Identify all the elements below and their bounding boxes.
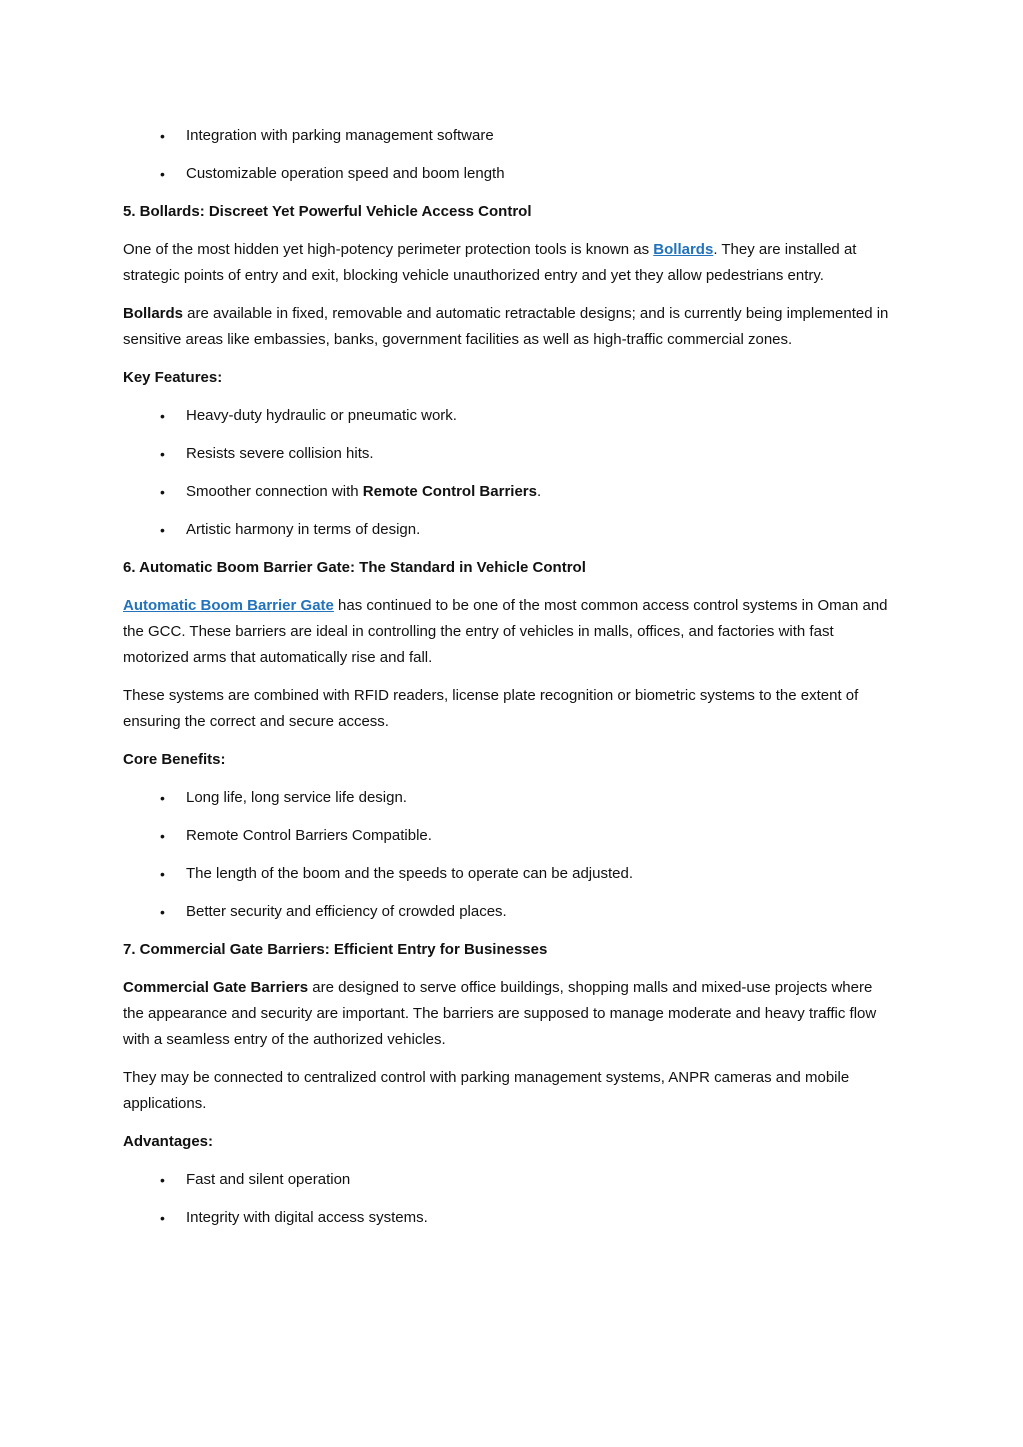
bullet-icon: • (160, 828, 165, 844)
list-item-text (186, 823, 895, 849)
bullet-icon: • (160, 484, 165, 500)
text-run: has continued to be one of the most common access control systems in Oman and the GCC. These barriers are ideal in controlling the entry of vehicles in malls, offices, and factories with fast motorized arms that automatically rise and fall. (123, 597, 888, 666)
bullet-icon: • (160, 866, 165, 882)
list-item (123, 161, 895, 187)
list-item (123, 479, 895, 505)
list-item-text (186, 861, 895, 887)
text-run: 7. Commercial Gate Barriers: Efficient Entry for Businesses (123, 941, 548, 958)
bollards-link[interactable]: Bollards (653, 241, 714, 258)
text-run: Remote Control Barriers (362, 483, 537, 500)
text-run: Resists severe collision hits. (186, 445, 374, 462)
text-run: They may be connected to centralized control with parking management systems, ANPR cameras and mobile applications. (123, 1069, 850, 1112)
paragraph (123, 975, 895, 1053)
list-item-text (186, 1167, 895, 1193)
list-item (123, 1167, 895, 1193)
list-item-text (186, 1205, 895, 1231)
text-run: Fast and silent operation (186, 1171, 351, 1188)
text-run: Key Features: (123, 369, 223, 386)
bullet-icon: • (160, 128, 165, 144)
text-run: Customizable operation speed and boom length (186, 165, 505, 182)
text-run: are designed to serve office buildings, shopping malls and mixed-use projects where the appearance and security are important. The barriers are supposed to manage moderate and heavy traffic flow with a seamless entry of the authorized vehicles. (123, 979, 877, 1048)
list-item (123, 823, 895, 849)
bullet-icon: • (160, 1210, 165, 1226)
text-run: These systems are combined with RFID readers, license plate recognition or biometric systems to the extent of ensuring the correct and secure access. (123, 687, 859, 730)
paragraph (123, 301, 895, 353)
list-item (123, 861, 895, 887)
list-item-text (186, 161, 895, 187)
text-run: Commercial Gate Barriers (123, 979, 309, 996)
bullet-icon: • (160, 522, 165, 538)
text-run: Smoother connection with (186, 483, 363, 500)
list-item-text (186, 899, 895, 925)
section-heading (123, 937, 895, 963)
paragraph (123, 593, 895, 671)
section-heading (123, 199, 895, 225)
list-item (123, 899, 895, 925)
bullet-icon: • (160, 166, 165, 182)
text-run: 5. Bollards: Discreet Yet Powerful Vehicle Access Control (123, 203, 532, 220)
bullet-icon: • (160, 1172, 165, 1188)
text-run: The length of the boom and the speeds to operate can be adjusted. (186, 865, 633, 882)
paragraph (123, 237, 895, 289)
list-item (123, 403, 895, 429)
text-run: Advantages: (123, 1133, 214, 1150)
text-run: One of the most hidden yet high-potency perimeter protection tools is known as (123, 241, 654, 258)
section-heading (123, 365, 895, 391)
text-run: Integrity with digital access systems. (186, 1209, 428, 1226)
automatic-boom-barrier-gate-link[interactable]: Automatic Boom Barrier Gate (123, 597, 334, 614)
list-item-text (186, 441, 895, 467)
list-item (123, 517, 895, 543)
text-run: Long life, long service life design. (186, 789, 407, 806)
bullet-icon: • (160, 408, 165, 424)
bullet-icon: • (160, 790, 165, 806)
text-run: . They are installed at strategic points of entry and exit, blocking vehicle unauthorized entry and yet they allow pedestrians entry. (123, 241, 857, 284)
document-content (123, 123, 895, 1243)
section-heading (123, 1129, 895, 1155)
section-heading (123, 747, 895, 773)
text-run: Heavy-duty hydraulic or pneumatic work. (186, 407, 457, 424)
text-run: Better security and efficiency of crowded places. (186, 903, 507, 920)
list-item (123, 1205, 895, 1231)
bullet-icon: • (160, 904, 165, 920)
list-item-text (186, 403, 895, 429)
text-run: . (536, 483, 542, 500)
list-item (123, 441, 895, 467)
bullet-icon: • (160, 446, 165, 462)
list-item-text (186, 517, 895, 543)
text-run: Core Benefits: (123, 751, 226, 768)
list-item-text (186, 479, 895, 505)
list-item (123, 785, 895, 811)
section-heading (123, 555, 895, 581)
text-run: Remote Control Barriers Compatible. (186, 827, 432, 844)
text-run: Integration with parking management software (186, 127, 494, 144)
paragraph (123, 1065, 895, 1117)
text-run: 6. Automatic Boom Barrier Gate: The Standard in Vehicle Control (123, 559, 586, 576)
list-item-text (186, 785, 895, 811)
list-item (123, 123, 895, 149)
paragraph (123, 683, 895, 735)
text-run: are available in fixed, removable and automatic retractable designs; and is currently being implemented in sensitive areas like embassies, banks, government facilities as well as high-traffic commercial zones. (123, 305, 889, 348)
text-run: Artistic harmony in terms of design. (186, 521, 421, 538)
list-item-text (186, 123, 895, 149)
text-run: Bollards (123, 305, 184, 322)
